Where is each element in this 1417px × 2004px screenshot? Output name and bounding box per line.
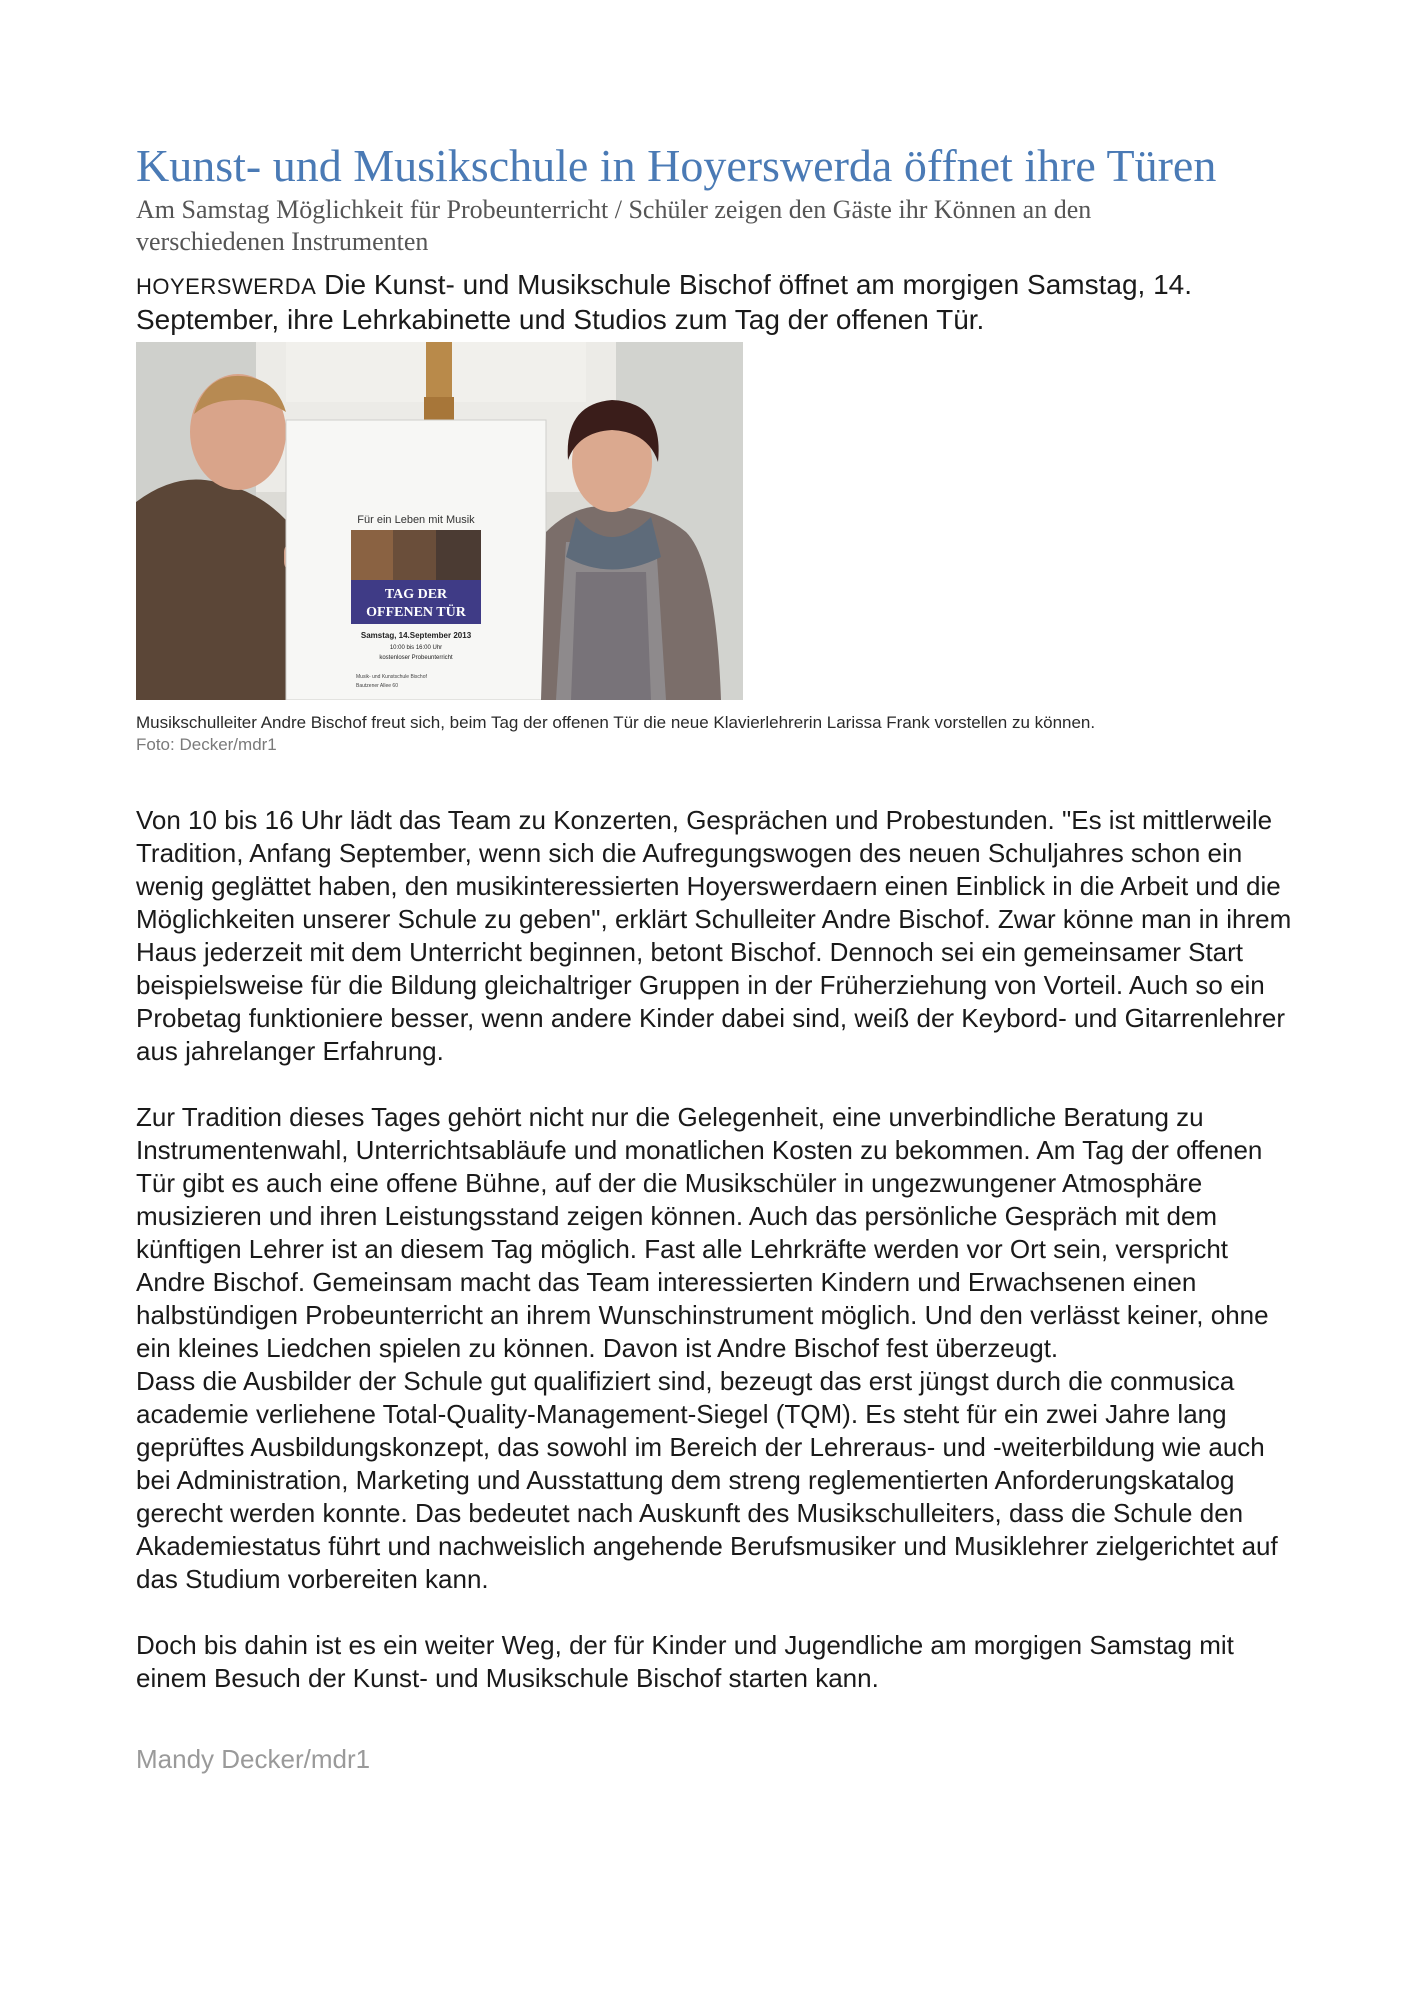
article-lead — [136, 268, 1296, 336]
dateline: HOYERSWERDA — [136, 274, 317, 299]
paragraph: Von 10 bis 16 Uhr lädt das Team zu Konzerten, Gesprächen und Probestunden. "Es ist mittlerweile Tradition, Anfang September, wenn sich die Aufregungswogen des neuen Schuljahres schon ein wenig geglättet haben, den musikinteressierten Hoyerswerdaern einen Einblick in die Arbeit und die Möglichkeiten unserer Schule zu geben", erklärt Schulleiter Andre Bischof. Zwar könne man in ihrem Haus jederzeit mit dem Unterricht beginnen, betont Bischof. Dennoch sei ein gemeinsamer Start beispielsweise für die Bildung gleichaltriger Gruppen in der Früherziehung von Vorteil. Auch so ein Probetag funktioniere besser, wenn andere Kinder dabei sind, weiß der Keybord- und Gitarrenlehrer aus jahrelanger Erfahrung. — [136, 805, 1292, 1066]
article-subtitle: Am Samstag Möglichkeit für Probeunterricht / Schüler zeigen den Gäste ihr Können an den verschiedenen Instrumenten — [136, 195, 1092, 256]
poster-line8: Bautzener Allee 60 — [356, 683, 398, 689]
article-body — [136, 804, 1296, 1695]
poster-line2: TAG DER — [384, 587, 448, 602]
poster-line5: 10:00 bis 16:00 Uhr — [389, 645, 443, 651]
poster-line1: Für ein Leben mit Musik — [357, 514, 475, 526]
article-title: Kunst- und Musikschule in Hoyerswerda öffnet ihre Türen — [136, 140, 1217, 191]
lead-text: Die Kunst- und Musikschule Bischof öffnet am morgigen Samstag, 14. September, ihre Lehrkabinette und Studios zum Tag der offenen Tür. — [136, 269, 1192, 335]
article — [136, 138, 1296, 1776]
article-photo — [136, 342, 743, 700]
article-author: Mandy Decker/mdr1 — [136, 1744, 371, 1774]
paragraph: Dass die Ausbilder der Schule gut qualifiziert sind, bezeugt das erst jüngst durch die conmusica academie verliehene Total-Quality-Management-Siegel (TQM). Es steht für ein zwei Jahre lang geprüftes Ausbildungskonzept, das sowohl im Bereich der Lehreraus- und -weiterbildung wie auch bei Administration, Marketing und Ausstattung dem streng reglementierten Anforderungskatalog gerecht werden konnte. Das bedeutet nach Auskunft des Musikschulleiters, dass die Schule den Akademiestatus führt und nachweislich angehende Berufsmusiker und Musiklehrer zielgerichtet auf das Studium vorbereiten kann. — [136, 1366, 1278, 1594]
paragraph: Doch bis dahin ist es ein weiter Weg, der für Kinder und Jugendliche am morgigen Samstag mit einem Besuch der Kunst- und Musikschule Bischof starten kann. — [136, 1630, 1234, 1693]
photo-credit: Foto: Decker/mdr1 — [136, 735, 277, 754]
poster-line7: Musik- und Kunstschule Bischof — [356, 674, 427, 680]
easel — [426, 342, 452, 402]
poster-line3: OFFENEN TÜR — [366, 605, 466, 620]
paragraph: Zur Tradition dieses Tages gehört nicht nur die Gelegenheit, eine unverbindliche Beratung zu Instrumentenwahl, Unterrichtsabläufe und monatlichen Kosten zu bekommen. Am Tag der offenen Tür gibt es auch eine offene Bühne, auf der die Musikschüler in ungezwungener Atmosphäre musizieren und ihren Leistungsstand zeigen können. Auch das persönliche Gespräch mit dem künftigen Lehrer ist an diesem Tag möglich. Fast alle Lehrkräfte werden vor Ort sein, verspricht Andre Bischof. Gemeinsam macht das Team interessierten Kindern und Erwachsenen einen halbstündigen Probeunterricht an ihrem Wunschinstrument möglich. Und den verlässt keiner, ohne ein kleines Liedchen spielen zu können. Davon ist Andre Bischof fest überzeugt. — [136, 1102, 1269, 1363]
poster-line4: Samstag, 14.September 2013 — [360, 631, 472, 640]
photo-caption: Musikschulleiter Andre Bischof freut sich, beim Tag der offenen Tür die neue Klavierlehrerin Larissa Frank vorstellen zu können. — [136, 713, 1096, 732]
poster-line6: kostenloser Probeunterricht — [379, 655, 453, 661]
